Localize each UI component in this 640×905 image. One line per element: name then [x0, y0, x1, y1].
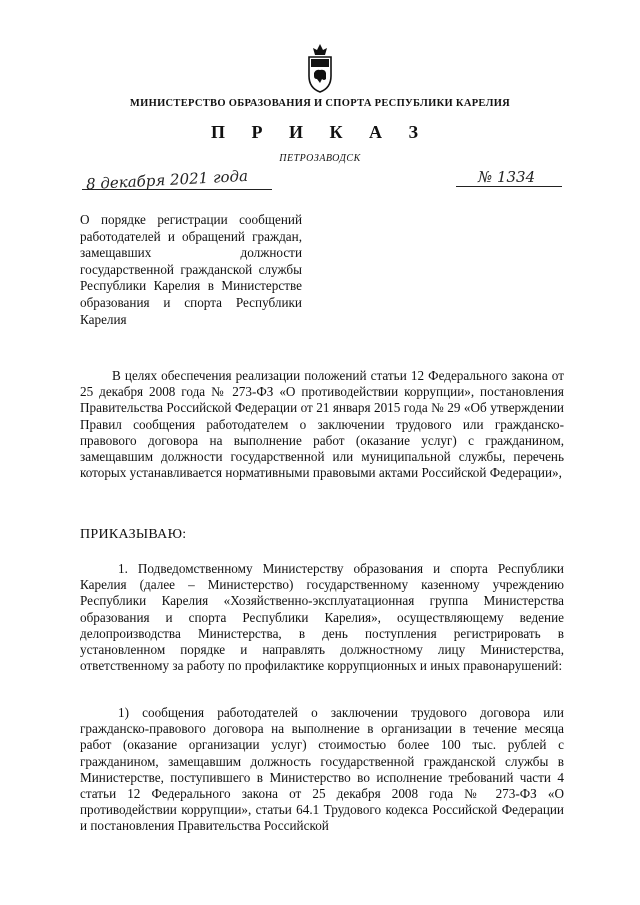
date-underline: [82, 189, 272, 190]
handwritten-date: 8 декабря 2021 года: [85, 166, 249, 194]
city-name: ПЕТРОЗАВОДСК: [279, 153, 361, 164]
ministry-name: МИНИСТЕРСТВО ОБРАЗОВАНИЯ И СПОРТА РЕСПУБЛИКИ КАРЕЛИЯ: [129, 98, 511, 109]
document-title: П Р И К А З: [210, 122, 430, 142]
handwritten-number: № 1334: [478, 168, 536, 186]
number-underline: [456, 186, 562, 187]
item-1-paragraph: 1. Подведомственному Министерству образования и спорта Республики Карелия (далее – Министерство) государственному казенному учреждению Республики Карелия «Хозяйственно-эксплуатационная группа Министерства образования и спорта Республики Карелия», осуществляющему ведение делопроизводства Министерства, в день поступления регистрировать в установленном порядке и направлять должностному лицу Министерства, ответственному за работу по профилактике коррупционных и иных правонарушений:: [80, 561, 564, 674]
order-subject: О порядке регистрации сообщений работодателей и обращений граждан, замещавших должности государственной гражданской службы Республики Карелия в Министерстве образования и спорта Республики Карелия: [80, 212, 302, 327]
item-1-1-paragraph: 1) сообщения работодателей о заключении трудового договора или гражданско-правового договора на выполнение в организации в течение месяца работ (оказание организации услуг) стоимостью более 100 тыс. рублей с гражданином, замещавшим должность государственной гражданской службы в Министерстве, поступившего в Министерство во исполнение требований части 4 статьи 12 Федерального закона от 25 декабря 2008 года № 273-ФЗ «О противодействии коррупции», статьи 64.1 Трудового кодекса Российской Федерации и постановления Правительства Российской: [80, 705, 564, 834]
preamble-paragraph: В целях обеспечения реализации положений статьи 12 Федерального закона от 25 декабря 2008 года № 273-ФЗ «О противодействии коррупции», постановления Правительства Российской Федерации от 21 января 2015 года № 29 «Об утверждении Правил сообщения работодателем о заключении трудового или гражданско-правового договора на выполнение работ (оказание услуг) с гражданином, замещавшим должности государственной или муниципальной службы, перечень которых устанавливается нормативными правовыми актами Российской Федерации»,: [80, 368, 564, 481]
order-word: ПРИКАЗЫВАЮ:: [80, 527, 187, 542]
karelia-coat-of-arms-icon: [305, 42, 335, 94]
